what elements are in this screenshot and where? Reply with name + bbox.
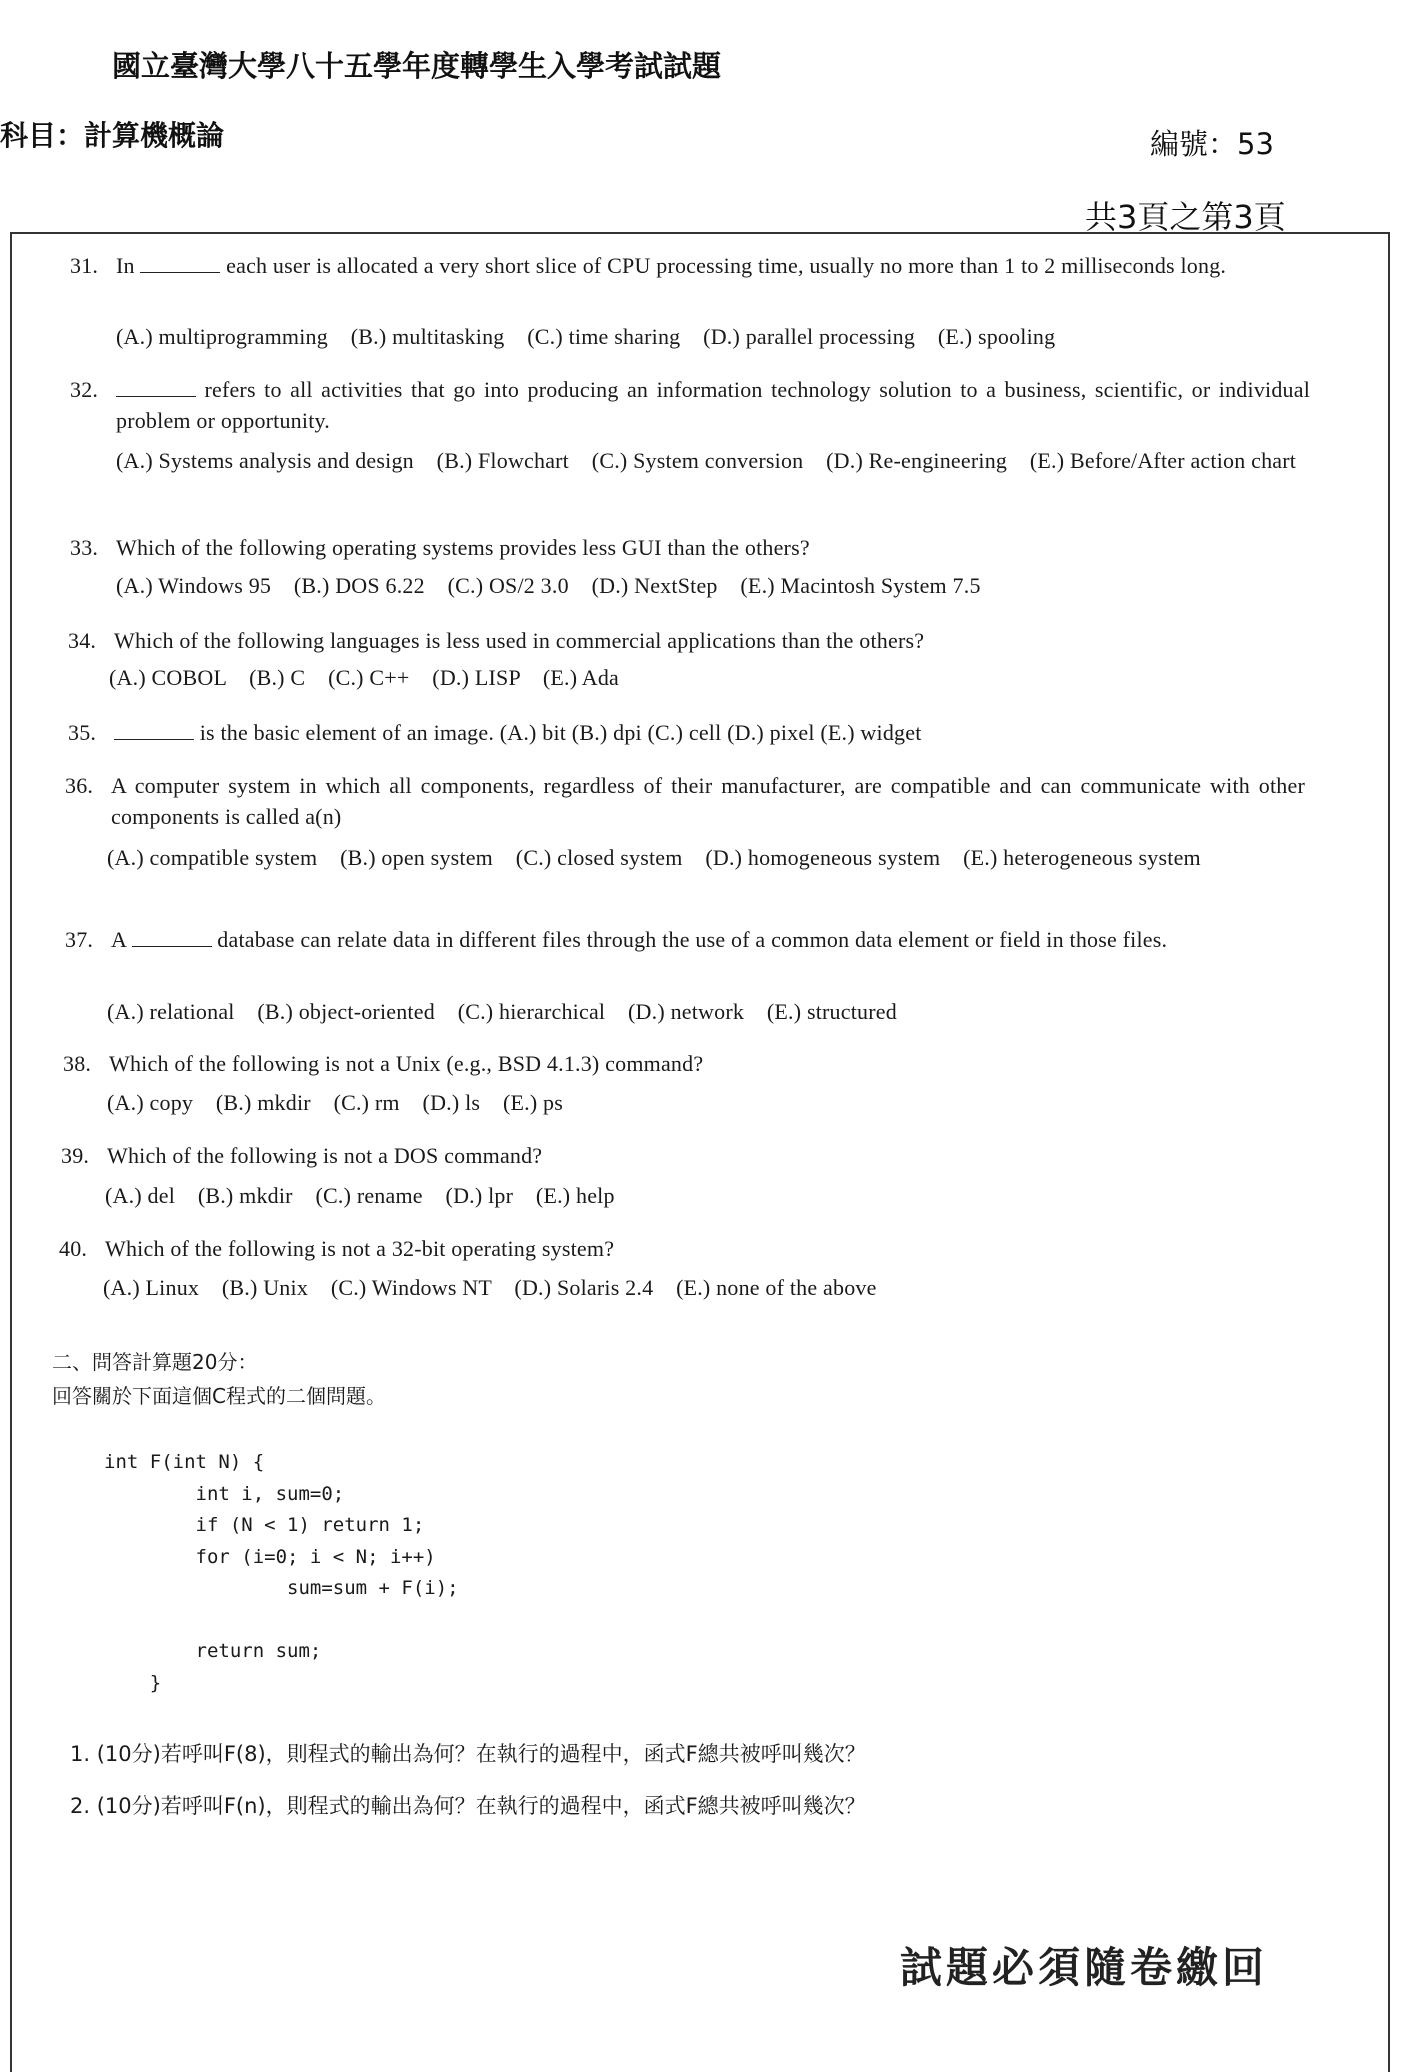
- question-number: 38.: [63, 1051, 92, 1076]
- question-text: Which of the following is not a 32-bit operating system?: [105, 1236, 615, 1261]
- question-text: is the basic element of an image. (A.) bit (B.) dpi (C.) cell (D.) pixel (E.) widget: [114, 717, 1308, 748]
- options-text: (A.) copy (B.) mkdir (C.) rm (D.) ls (E.) ps: [107, 1090, 564, 1115]
- question-text: Which of the following is not a DOS command?: [107, 1143, 543, 1168]
- answer-blank: [132, 930, 212, 947]
- question-number: 36.: [65, 773, 94, 798]
- options-text: (A.) compatible system (B.) open system (C.) closed system (D.) homogeneous system (E.) heterogeneous system: [107, 845, 1201, 870]
- options-text: (A.) Linux (B.) Unix (C.) Windows NT (D.) Solaris 2.4 (E.) none of the above: [103, 1275, 877, 1300]
- return-exam-stamp: 試題必須隨卷繳回: [900, 1943, 1269, 1992]
- question-text: refers to all activities that go into producing an information technology solution to a business, scientific, or individual problem or opportunity.: [116, 377, 1311, 433]
- options-text: (A.) multiprogramming (B.) multitasking (C.) time sharing (D.) parallel processing (E.) spooling: [116, 324, 1056, 349]
- question-text: In each user is allocated a very short slice of CPU processing time, usually no more than 1 to 2 milliseconds long.: [116, 253, 1227, 278]
- question-number: 35.: [68, 720, 97, 745]
- question-text: A computer system in which all components, regardless of their manufacturer, are compatible and can communicate with other components is called a(n): [111, 773, 1305, 829]
- answer-blank: [114, 723, 194, 740]
- options-text: (A.) COBOL (B.) C (C.) C++ (D.) LISP (E.) Ada: [109, 665, 619, 690]
- question-text: Which of the following languages is less used in commercial applications than the others?: [114, 628, 925, 653]
- answer-blank: [140, 256, 220, 273]
- options-text: (A.) Windows 95 (B.) DOS 6.22 (C.) OS/2 3.0 (D.) NextStep (E.) Macintosh System 7.5: [116, 573, 981, 598]
- exam-title: 國立臺灣大學八十五學年度轉學生入學考試試題: [112, 49, 722, 83]
- question-number: 37.: [65, 927, 94, 952]
- question-text: A database can relate data in different files through the use of a common data element or field in those files.: [111, 927, 1168, 952]
- question-number: 31.: [70, 253, 99, 278]
- options-text: (A.) Systems analysis and design (B.) Flowchart (C.) System conversion (D.) Re-engineering (E.) Before/After action chart: [116, 448, 1297, 473]
- sub-question-1: 1. (10分)若呼叫F(8)，則程式的輸出為何？在執行的過程中，函式F總共被呼叫幾次？: [70, 1742, 866, 1766]
- code-block: int F(int N) { int i, sum=0; if (N < 1) return 1; for (i=0; i < N; i++) sum=sum + F(i); return sum; }: [104, 1451, 459, 1694]
- section-intro: 回答關於下面這個C程式的二個問題。: [52, 1384, 386, 1408]
- options-text: (A.) relational (B.) object-oriented (C.) hierarchical (D.) network (E.) structured: [107, 999, 897, 1024]
- question-number: 32.: [70, 377, 99, 402]
- sub-question-2: 2. (10分)若呼叫F(n)，則程式的輸出為何？在執行的過程中，函式F總共被呼叫幾次？: [70, 1794, 866, 1818]
- question-text: Which of the following operating systems provides less GUI than the others?: [116, 535, 810, 560]
- answer-blank: [116, 380, 196, 397]
- exam-code: 編號：53: [1150, 127, 1274, 161]
- subject-label: 科目：計算機概論: [0, 119, 225, 152]
- question-text: Which of the following is not a Unix (e.g., BSD 4.1.3) command?: [109, 1051, 704, 1076]
- question-number: 33.: [70, 535, 99, 560]
- question-number: 40.: [59, 1236, 88, 1261]
- section-title: 二、問答計算題20分：: [52, 1350, 258, 1374]
- options-text: (A.) del (B.) mkdir (C.) rename (D.) lpr (E.) help: [105, 1183, 615, 1208]
- page-indicator: 共3頁之第3頁: [1085, 198, 1286, 236]
- question-number: 34.: [68, 628, 97, 653]
- question-number: 39.: [61, 1143, 90, 1168]
